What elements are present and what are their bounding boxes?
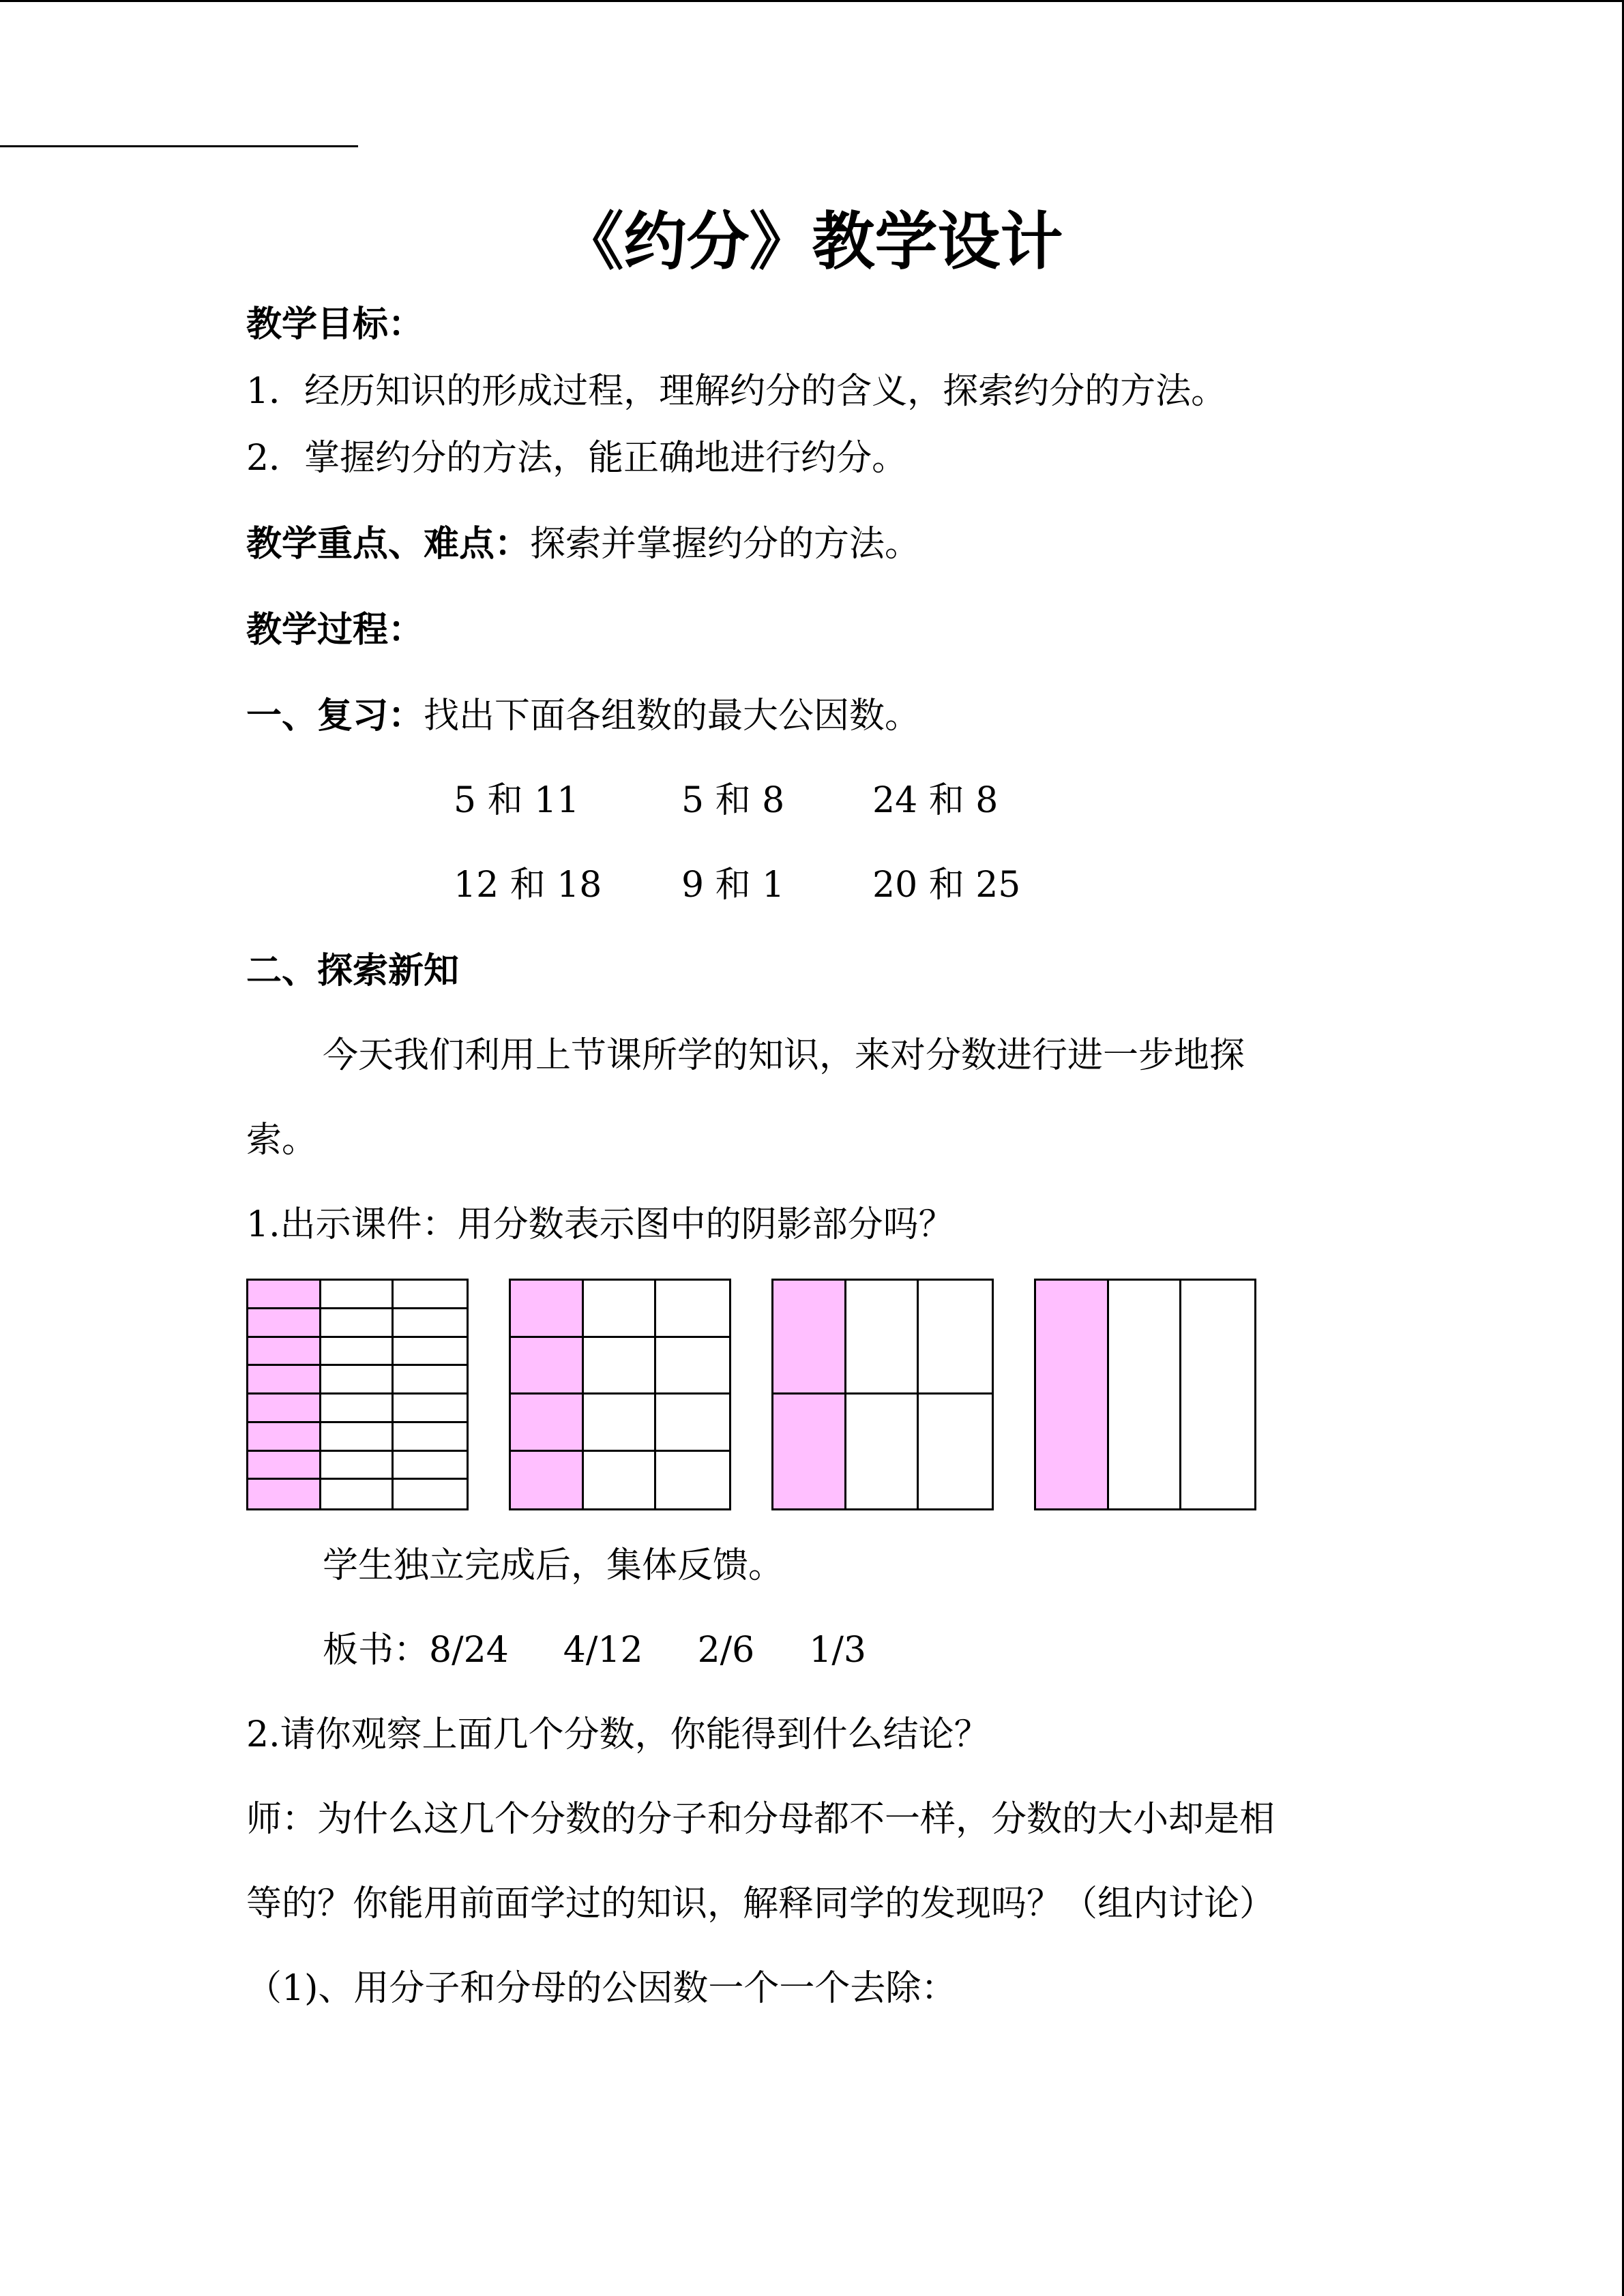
fraction-figure	[509, 1279, 731, 1510]
grid-cell	[321, 1423, 394, 1452]
grid-cell	[394, 1452, 467, 1480]
grid-cell	[656, 1281, 729, 1338]
review-pair: 9 和 1	[681, 865, 785, 906]
grid-cell	[394, 1338, 467, 1367]
fraction-figure	[246, 1279, 469, 1510]
shaded-cell	[511, 1395, 584, 1452]
shaded-cell	[248, 1452, 321, 1480]
shaded-cell	[248, 1395, 321, 1423]
grid-cell	[919, 1281, 992, 1395]
shaded-cell	[511, 1281, 584, 1338]
shaded-cell	[248, 1423, 321, 1452]
explore-heading: 二、探索新知	[246, 951, 460, 992]
fraction-figure	[771, 1279, 994, 1510]
grid-cell	[1109, 1281, 1182, 1508]
board-line	[323, 1623, 866, 1678]
grid-cell	[656, 1338, 729, 1395]
shaded-cell	[511, 1452, 584, 1509]
key-points-text: 探索并掌握约分的方法。	[530, 524, 921, 565]
grid-cell	[394, 1366, 467, 1395]
grid-cell	[656, 1452, 729, 1509]
grid-cell	[584, 1338, 657, 1395]
shaded-cell	[773, 1281, 846, 1395]
method-1: （1)、用分子和分母的公因数一个一个去除：	[246, 1968, 957, 2009]
feedback-text: 学生独立完成后，集体反馈。	[323, 1545, 784, 1586]
review-pair: 5 和 11	[454, 780, 580, 821]
review-label: 一、复习：	[246, 696, 424, 736]
grid-cell	[321, 1281, 394, 1309]
fraction-figures	[246, 1279, 1269, 1514]
review-line	[246, 689, 920, 743]
page-border-top	[0, 0, 1624, 2]
board-value: 8/24	[429, 1630, 509, 1671]
shaded-cell	[773, 1395, 846, 1508]
grid-cell	[321, 1452, 394, 1480]
shaded-cell	[511, 1338, 584, 1395]
process-heading: 教学过程：	[246, 610, 424, 651]
board-value: 4/12	[563, 1630, 643, 1671]
grid-cell	[394, 1480, 467, 1508]
shaded-cell	[248, 1366, 321, 1395]
review-pair: 20 和 25	[872, 865, 1021, 906]
explore-intro-line-2: 索。	[246, 1120, 318, 1161]
step-1: 1.出示课件：用分数表示图中的阴影部分吗？	[246, 1204, 954, 1245]
board-label: 板书：	[323, 1630, 430, 1671]
grid-cell	[584, 1281, 657, 1338]
board-value: 2/6	[697, 1630, 755, 1671]
fraction-figure	[1034, 1279, 1256, 1510]
review-pair: 24 和 8	[872, 780, 999, 821]
grid-cell	[656, 1395, 729, 1452]
step-2: 2.请你观察上面几个分数，你能得到什么结论？	[246, 1714, 990, 1755]
review-pair: 5 和 8	[681, 780, 785, 821]
review-pair: 12 和 18	[454, 865, 602, 906]
key-points	[246, 517, 920, 571]
grid-cell	[394, 1395, 467, 1423]
review-text: 找出下面各组数的最大公因数。	[424, 696, 921, 736]
grid-cell	[1181, 1281, 1254, 1508]
grid-cell	[394, 1309, 467, 1338]
shaded-cell	[248, 1281, 321, 1309]
teacher-line-2: 等的？你能用前面学过的知识，解释同学的发现吗？（组内讨论）	[246, 1883, 1275, 1924]
document-title: 《约分》教学设计	[561, 205, 1063, 278]
objectives-heading: 教学目标：	[246, 304, 424, 345]
grid-cell	[394, 1281, 467, 1309]
grid-cell	[584, 1395, 657, 1452]
grid-cell	[321, 1395, 394, 1423]
grid-cell	[919, 1395, 992, 1508]
grid-cell	[321, 1480, 394, 1508]
objective-item-2: 2．掌握约分的方法，能正确地进行约分。	[246, 438, 908, 479]
key-points-label: 教学重点、难点：	[246, 524, 531, 565]
explore-intro-line-1: 今天我们利用上节课所学的知识，来对分数进行进一步地探	[323, 1035, 1245, 1076]
shaded-cell	[248, 1338, 321, 1367]
grid-cell	[321, 1338, 394, 1367]
header-rule	[0, 145, 358, 147]
grid-cell	[846, 1395, 919, 1508]
shaded-cell	[1036, 1281, 1109, 1508]
grid-cell	[584, 1452, 657, 1509]
teacher-line-1: 师：为什么这几个分数的分子和分母都不一样，分数的大小却是相	[246, 1799, 1275, 1840]
grid-cell	[321, 1366, 394, 1395]
board-value: 1/3	[809, 1630, 866, 1671]
shaded-cell	[248, 1480, 321, 1508]
shaded-cell	[248, 1309, 321, 1338]
grid-cell	[846, 1281, 919, 1395]
grid-cell	[394, 1423, 467, 1452]
objective-item-1: 1．经历知识的形成过程，理解约分的含义，探索约分的方法。	[246, 371, 1227, 412]
grid-cell	[321, 1309, 394, 1338]
